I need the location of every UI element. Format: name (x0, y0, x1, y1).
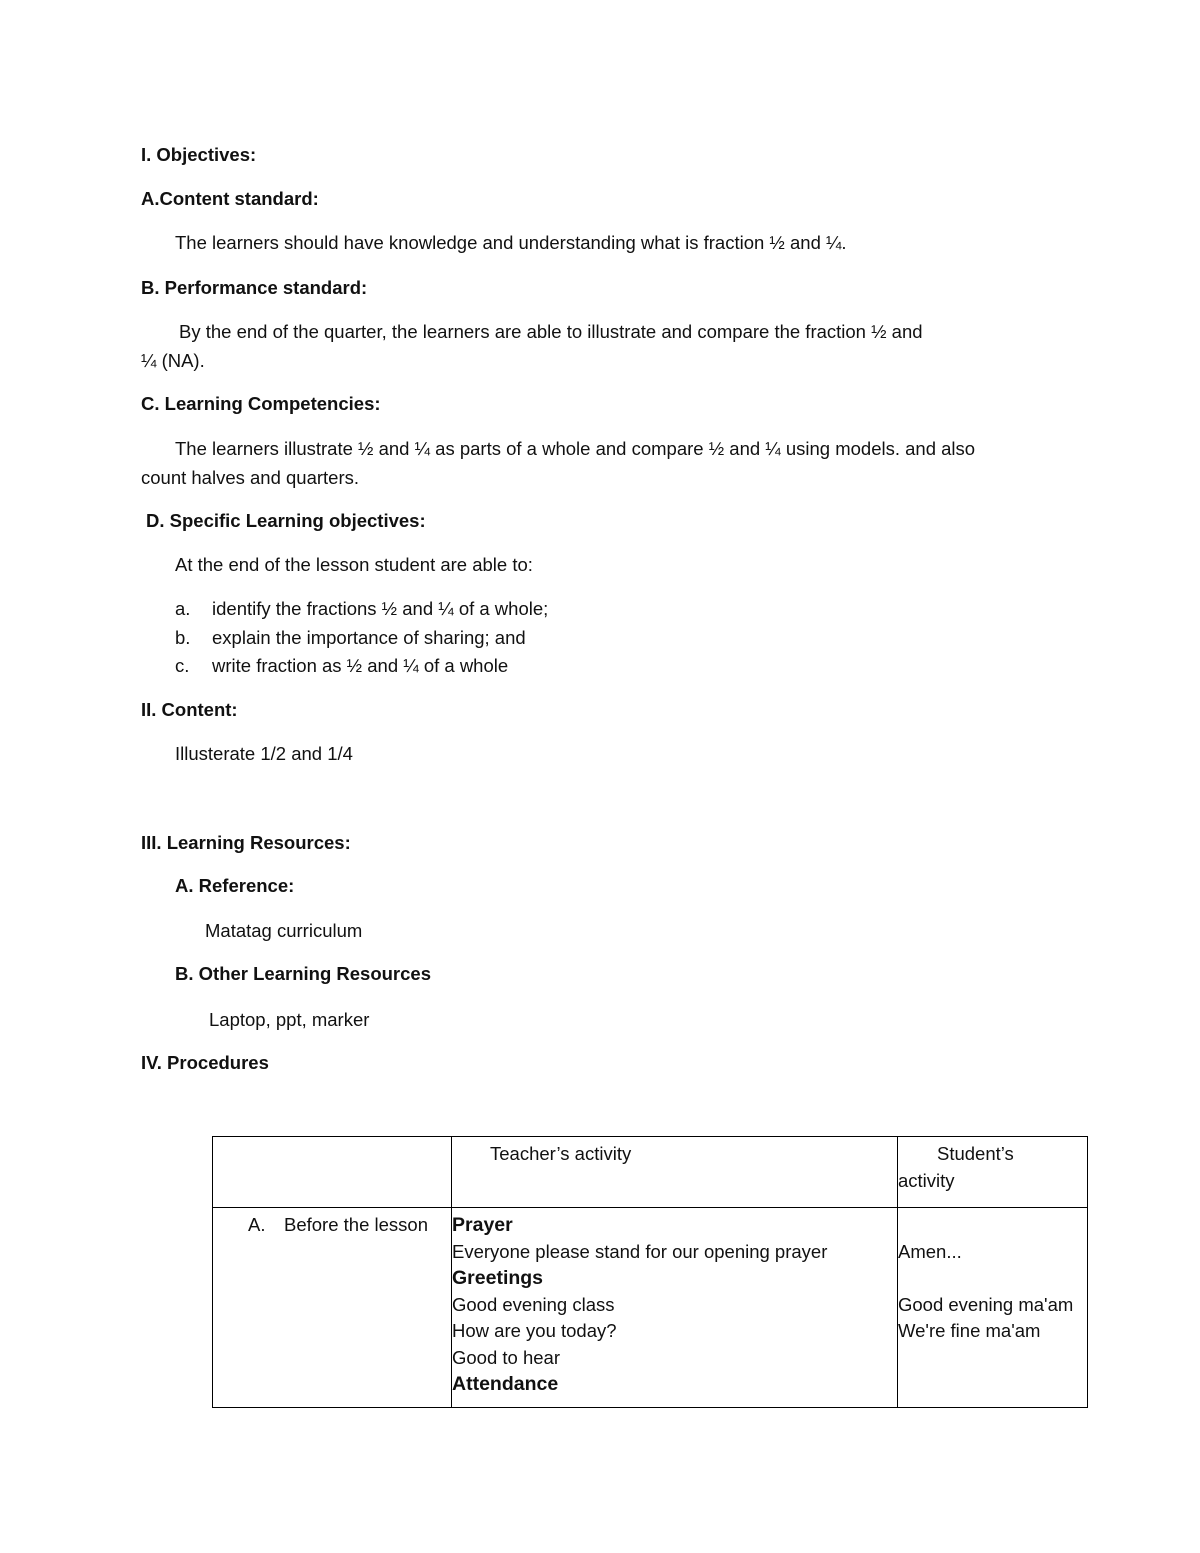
student-response: Good evening ma'am (898, 1293, 1074, 1315)
header-cell-empty (213, 1137, 452, 1208)
student-response: Amen... (898, 1240, 962, 1262)
header-cell-student (898, 1137, 1088, 1208)
procedures-heading: IV. Procedures (141, 1052, 269, 1073)
teacher-activity-header: Teacher’s activity (490, 1143, 632, 1164)
list-item: write fraction as ½ and ¼ of a whole (212, 655, 509, 676)
content-standard-heading: A.Content standard: (141, 188, 319, 209)
resources-heading: III. Learning Resources: (141, 832, 351, 853)
list-item: identify the fractions ½ and ¼ of a whole; (212, 598, 549, 619)
table-row (213, 1208, 1088, 1408)
stage-cell (213, 1208, 452, 1408)
other-resources-heading: B. Other Learning Resources (175, 963, 431, 984)
specific-objectives-heading: D. Specific Learning objectives: (146, 510, 426, 531)
list-item-marker: b. (175, 627, 191, 648)
attendance-heading: Attendance (452, 1373, 559, 1395)
learning-competencies-line1: The learners illustrate ½ and ¼ as parts of a whole and compare ½ and ¼ using models. and also (175, 438, 976, 459)
student-response: We're fine ma'am (898, 1320, 1041, 1341)
greetings-heading: Greetings (452, 1267, 544, 1289)
greeting-line: Good to hear (452, 1346, 560, 1368)
performance-standard-line1: By the end of the quarter, the learners are able to illustrate and compare the fraction ½ and (179, 321, 923, 342)
performance-standard-line2: ¼ (NA). (141, 350, 205, 371)
header-cell-teacher (452, 1137, 898, 1208)
list-item: explain the importance of sharing; and (212, 627, 526, 648)
list-item-marker: c. (175, 655, 190, 676)
procedures-table (212, 1136, 1088, 1408)
student-activity-header-line2: activity (898, 1169, 955, 1191)
student-activity-header-line1: Student’s (937, 1143, 1014, 1164)
prayer-text: Everyone please stand for our opening prayer (452, 1240, 828, 1262)
content-text: Illusterate 1/2 and 1/4 (175, 743, 353, 764)
teacher-cell (452, 1208, 898, 1408)
reference-text: Matatag curriculum (205, 920, 363, 941)
other-resources-text: Laptop, ppt, marker (209, 1009, 370, 1030)
performance-standard-heading: B. Performance standard: (141, 277, 368, 298)
greeting-line: Good evening class (452, 1293, 615, 1315)
content-standard-text: The learners should have knowledge and understanding what is fraction ½ and ¼. (175, 232, 847, 253)
learning-competencies-line2: count halves and quarters. (141, 467, 360, 488)
prayer-heading: Prayer (452, 1214, 513, 1236)
content-heading: II. Content: (141, 699, 238, 720)
table-header-row (213, 1137, 1088, 1208)
learning-competencies-heading: C. Learning Competencies: (141, 393, 381, 414)
specific-objectives-intro: At the end of the lesson student are able to: (175, 554, 533, 575)
greeting-line: How are you today? (452, 1320, 617, 1341)
stage-marker: A. (248, 1214, 266, 1235)
stage-label: Before the lesson (284, 1214, 428, 1235)
student-cell (898, 1208, 1088, 1408)
list-item-marker: a. (175, 598, 191, 619)
objectives-heading: I. Objectives: (141, 144, 257, 165)
reference-heading: A. Reference: (175, 875, 295, 896)
